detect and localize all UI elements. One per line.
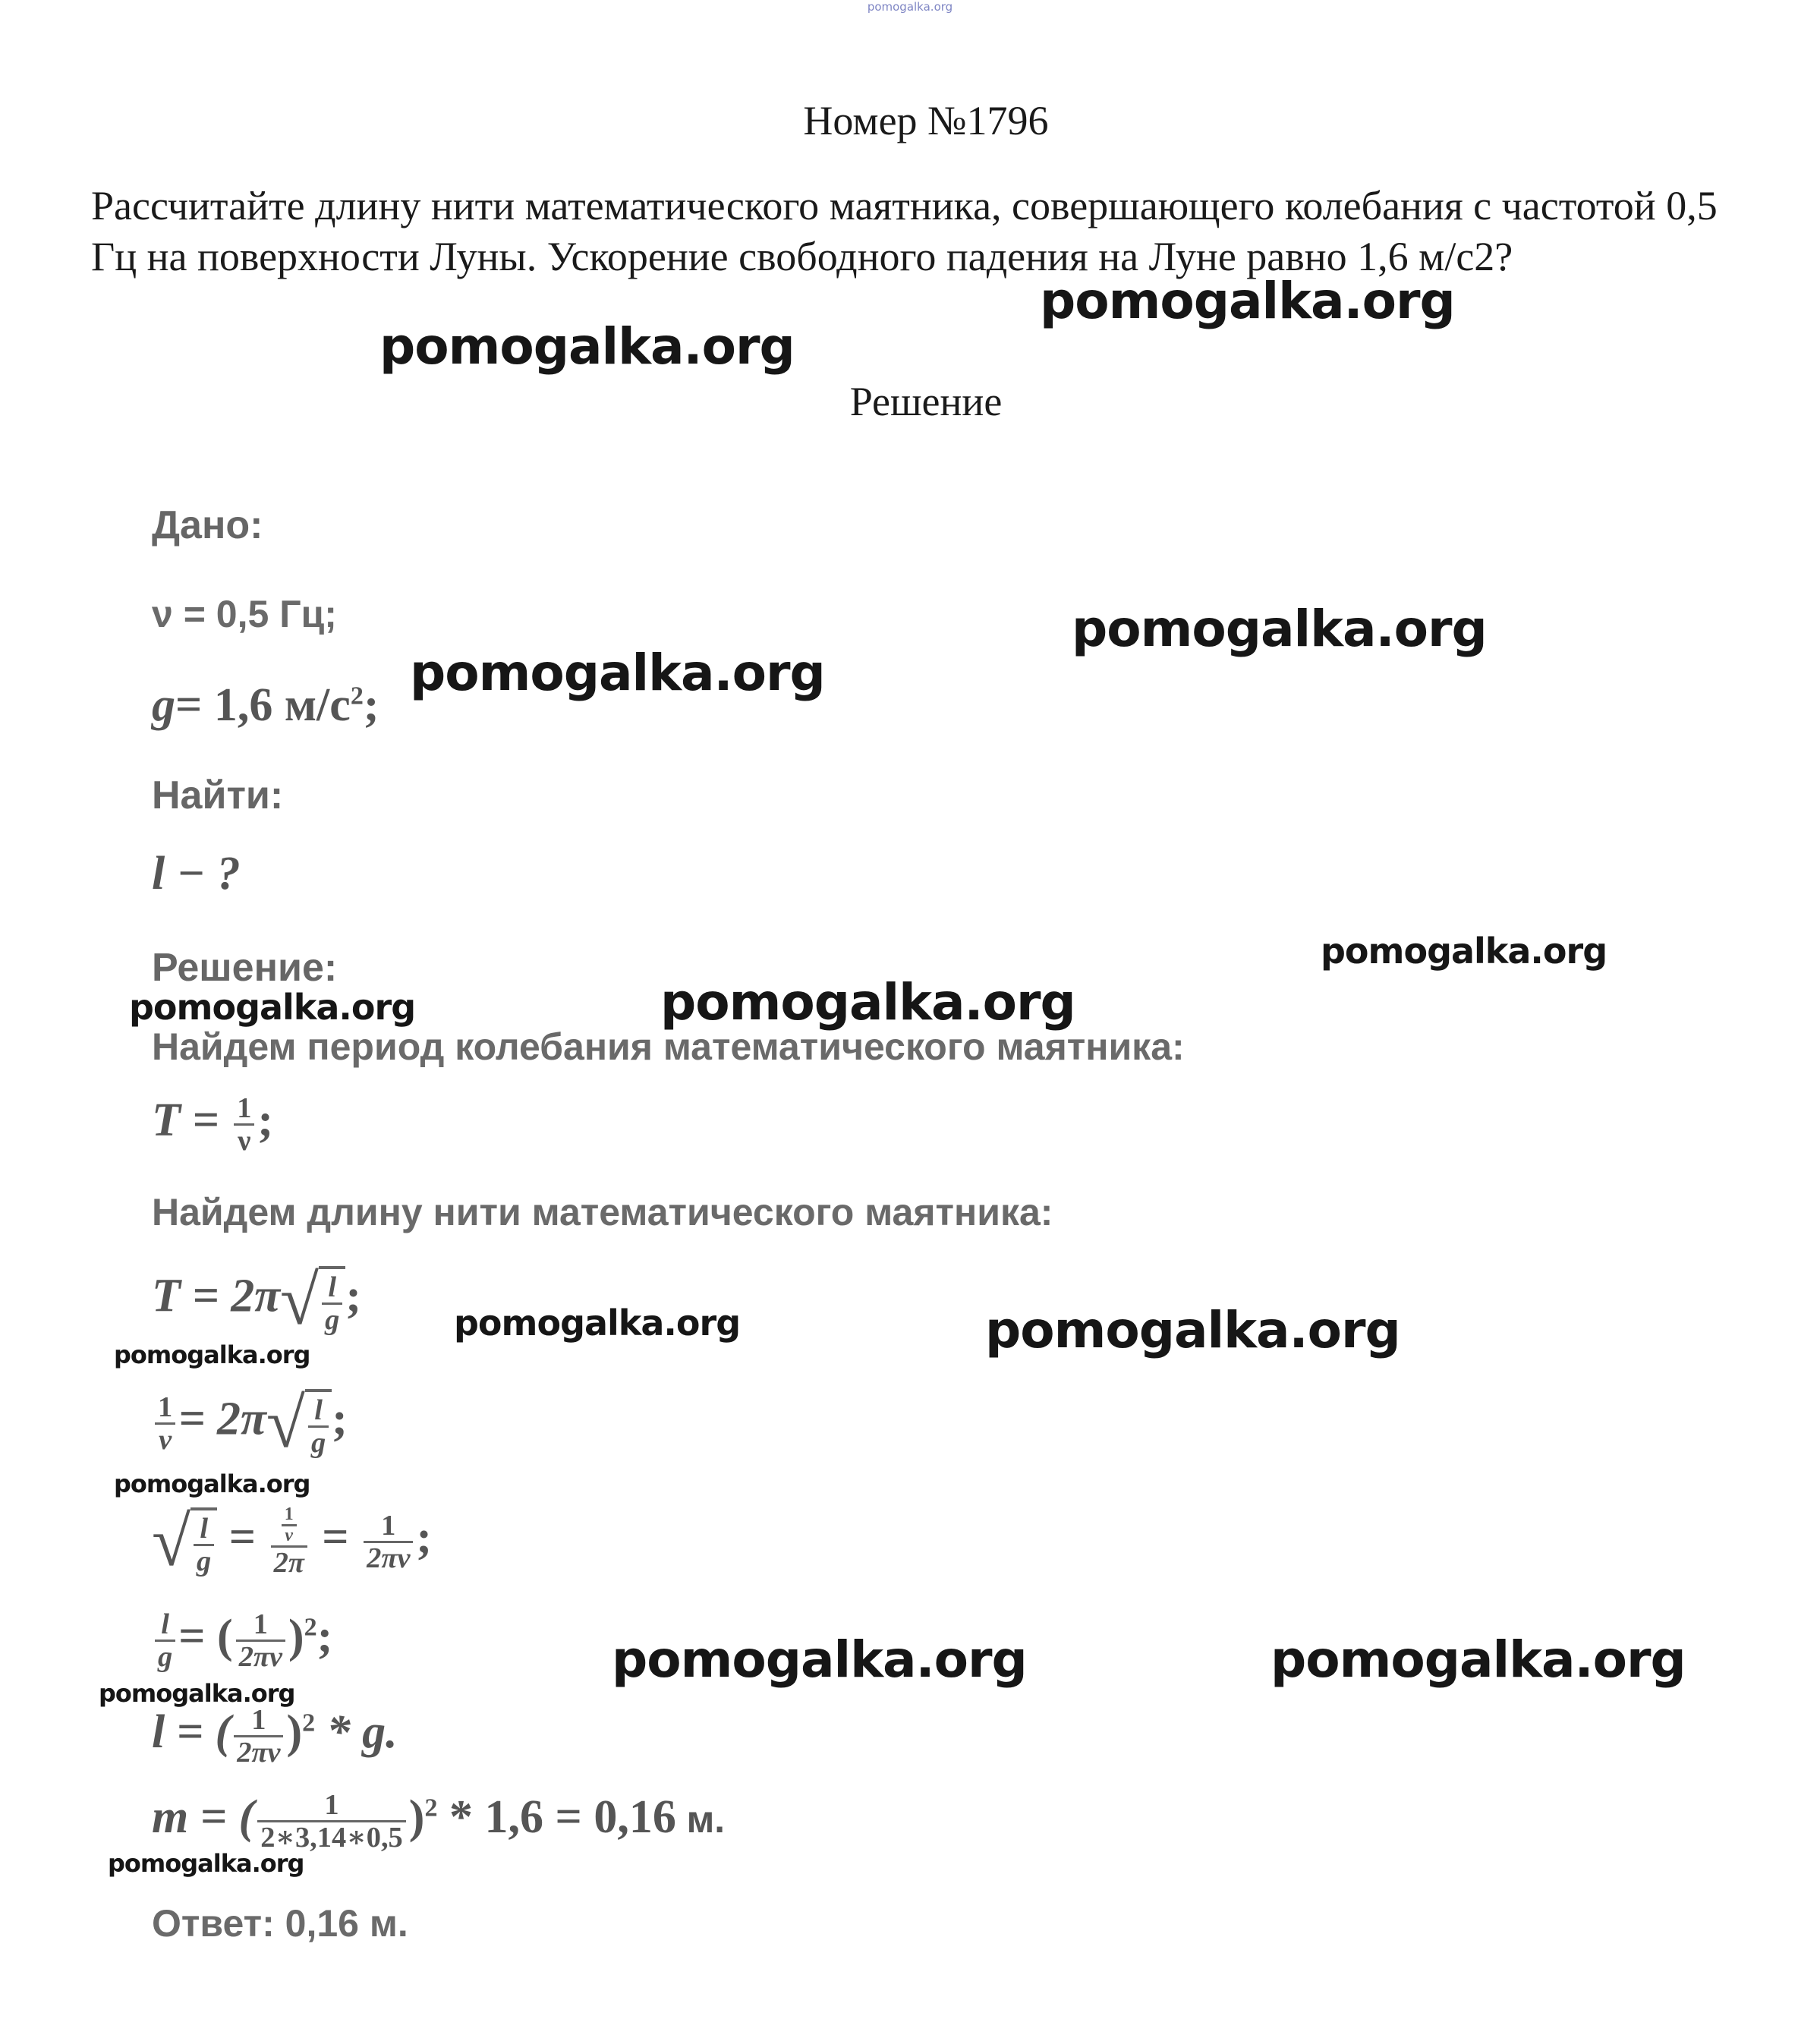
solution-label: Решение: bbox=[152, 946, 338, 990]
equation-pendulum: T = 2π√ $\frac{l}{g}$ ; bbox=[152, 1262, 361, 1340]
watermark: pomogalka.org bbox=[1040, 272, 1455, 330]
g-symbol: g bbox=[152, 679, 175, 731]
answer: Ответ: 0,16 м. bbox=[152, 1902, 408, 1945]
gravity-exponent: 2 bbox=[350, 682, 364, 710]
equation-squared: $\frac{l}{g}$ = ( $\frac{1}{2\pi\nu}$ )$^2$; bbox=[152, 1609, 332, 1673]
watermark: pomogalka.org bbox=[129, 987, 416, 1028]
step-period-text: Найдем период колебания математического маятника: bbox=[152, 1025, 1185, 1068]
page-title: Номер №1796 bbox=[803, 98, 1049, 143]
watermark: pomogalka.org bbox=[379, 317, 795, 376]
site-mark-top: pomogalka.org bbox=[867, 0, 953, 14]
sqrt-l-over-g: √ $\frac{l}{g}$ bbox=[280, 1260, 345, 1341]
watermark: pomogalka.org bbox=[108, 1849, 304, 1878]
equation-period: T = $\frac{1}{\nu}$ ; bbox=[152, 1092, 274, 1158]
find-label: Найти: bbox=[152, 773, 284, 817]
step-length-text: Найдем длину нити математического маятника: bbox=[152, 1191, 1053, 1233]
watermark: pomogalka.org bbox=[410, 644, 825, 702]
find-length: l − ? bbox=[152, 848, 241, 899]
equation-sqrt-solved: √ $\frac{l}{g}$ = $\frac{\frac{1}{\nu}}{2\pi}$ = $\frac{1}{2\pi\nu}$ ; bbox=[152, 1503, 433, 1581]
equation-substitute: $\frac{1}{\nu}$ = 2π√ $\frac{l}{g}$ ; bbox=[152, 1383, 348, 1464]
watermark: pomogalka.org bbox=[1072, 600, 1487, 658]
watermark: pomogalka.org bbox=[985, 1301, 1400, 1359]
gravity-value: = 1,6 м/с bbox=[175, 679, 351, 731]
equation-length: l = ( $\frac{1}{2\pi\nu}$ )$^2$ * g. bbox=[152, 1704, 398, 1769]
watermark: pomogalka.org bbox=[454, 1302, 741, 1343]
watermark: pomogalka.org bbox=[114, 1469, 310, 1498]
equation-numeric: m = ( $\frac{1}{2∗3,14∗0,5}$ )$^2$ * 1,6 = 0,16 м. bbox=[152, 1789, 726, 1854]
watermark: pomogalka.org bbox=[1271, 1630, 1686, 1689]
watermark: pomogalka.org bbox=[99, 1679, 295, 1708]
given-label: Дано: bbox=[152, 503, 263, 547]
solution-heading: Решение bbox=[849, 379, 1003, 424]
given-gravity bbox=[152, 679, 379, 732]
fraction-one-over-nu: $\frac{1}{\nu}$ bbox=[234, 1093, 254, 1157]
gravity-end: ; bbox=[363, 679, 379, 731]
watermark: pomogalka.org bbox=[660, 973, 1075, 1032]
given-frequency: ν = 0,5 Гц; bbox=[152, 593, 337, 635]
problem-text: Рассчитайте длину нити математического маятника, совершающего колебания с частотой 0,5 Гц на поверхности Луны. Ускорение свободного падения на Луне равно 1,6 м/с2? bbox=[91, 183, 1718, 279]
watermark: pomogalka.org bbox=[1321, 931, 1607, 972]
watermark: pomogalka.org bbox=[612, 1630, 1027, 1689]
watermark: pomogalka.org bbox=[114, 1340, 310, 1369]
